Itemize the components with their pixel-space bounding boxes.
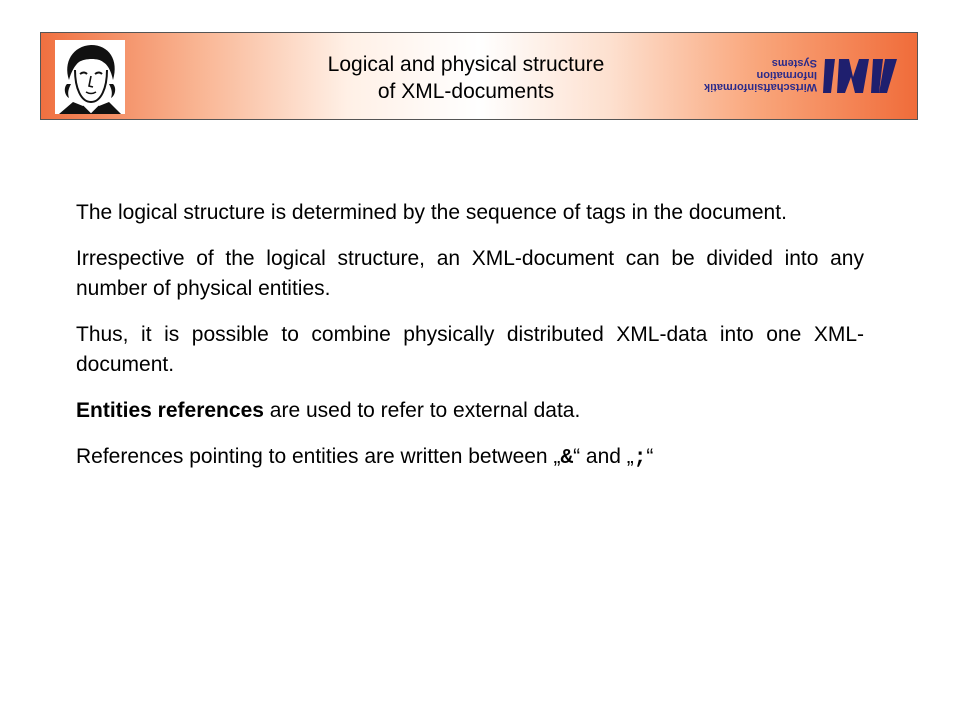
logo-text (704, 57, 817, 93)
ampersand-symbol: & (560, 447, 574, 470)
close-quote-2: “ (646, 445, 654, 468)
reference-syntax-text: References pointing to entities are written between (76, 445, 554, 468)
semicolon-symbol: ; (633, 447, 647, 470)
open-quote-1: „ (553, 445, 561, 468)
paragraph-reference-syntax (76, 442, 864, 474)
logo-text-line-1: Wirtschaftsinformatik (704, 81, 817, 93)
goethe-portrait-icon (55, 40, 125, 114)
title-line-2: of XML-documents (377, 80, 555, 103)
open-quote-2: „ (626, 445, 634, 468)
logo-text-line-2: Information Systems (756, 57, 817, 81)
close-quote-1: “ (573, 445, 581, 468)
paragraph-logical-structure: The logical structure is determined by the sequence of tags in the document. (76, 201, 787, 224)
slide-header (40, 32, 918, 120)
iwi-logo-mark-icon (823, 57, 899, 95)
and-text: and (580, 445, 627, 468)
iwi-logo (704, 53, 903, 103)
paragraph-physical-entities: Irrespective of the logical structure, an XML-document can be divided into any number of physical entities. (76, 247, 864, 300)
paragraph-combine-data: Thus, it is possible to combine physically distributed XML-data into one XML-document. (76, 323, 864, 376)
entity-references-rest: are used to refer to external data. (263, 399, 581, 422)
slide-body (76, 198, 864, 490)
slide-title (221, 51, 711, 105)
title-line-1: Logical and physical structure (327, 53, 605, 76)
entity-references-term: Entities references (76, 399, 264, 422)
paragraph-entity-references (76, 396, 864, 426)
